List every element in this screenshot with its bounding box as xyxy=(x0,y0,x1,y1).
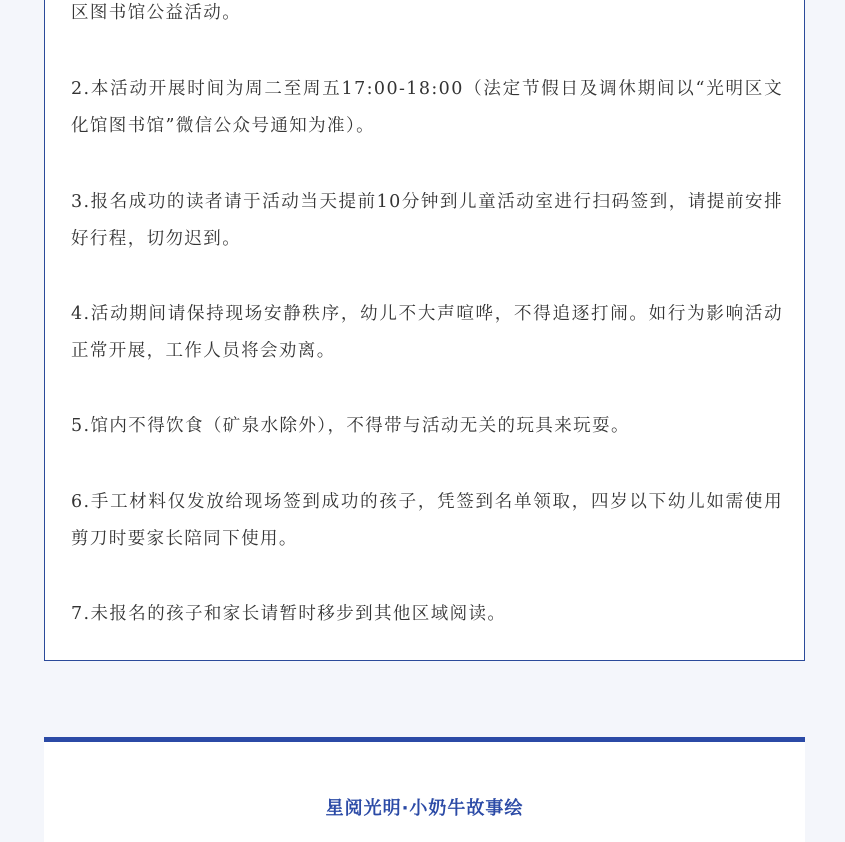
notice-item-4: 4.活动期间请保持现场安静秩序，幼儿不大声喧哗，不得追逐打闹。如行为影响活动正常开展，工作人员将会劝离。 xyxy=(71,304,783,361)
notice-item-3: 3.报名成功的读者请于活动当天提前10分钟到儿童活动室进行扫码签到，请提前安排好行程，切勿迟到。 xyxy=(71,192,783,249)
notice-box xyxy=(44,0,805,661)
notice-item-2: 2.本活动开展时间为周二至周五17:00-18:00（法定节假日及调休期间以“光明区文化馆图书馆”微信公众号通知为准）。 xyxy=(71,79,783,136)
next-section-card xyxy=(44,737,805,842)
section-title: 星阅光明·小奶牛故事绘 xyxy=(325,798,524,819)
notice-item-6: 6.手工材料仅发放给现场签到成功的孩子，凭签到名单领取，四岁以下幼儿如需使用剪刀时要家长陪同下使用。 xyxy=(71,492,783,549)
notice-item-7: 7.未报名的孩子和家长请暂时移步到其他区域阅读。 xyxy=(71,604,507,624)
notice-paragraph-continued: 区图书馆公益活动。 xyxy=(71,3,242,23)
notice-item-5: 5.馆内不得饮食（矿泉水除外），不得带与活动无关的玩具来玩耍。 xyxy=(71,416,630,436)
